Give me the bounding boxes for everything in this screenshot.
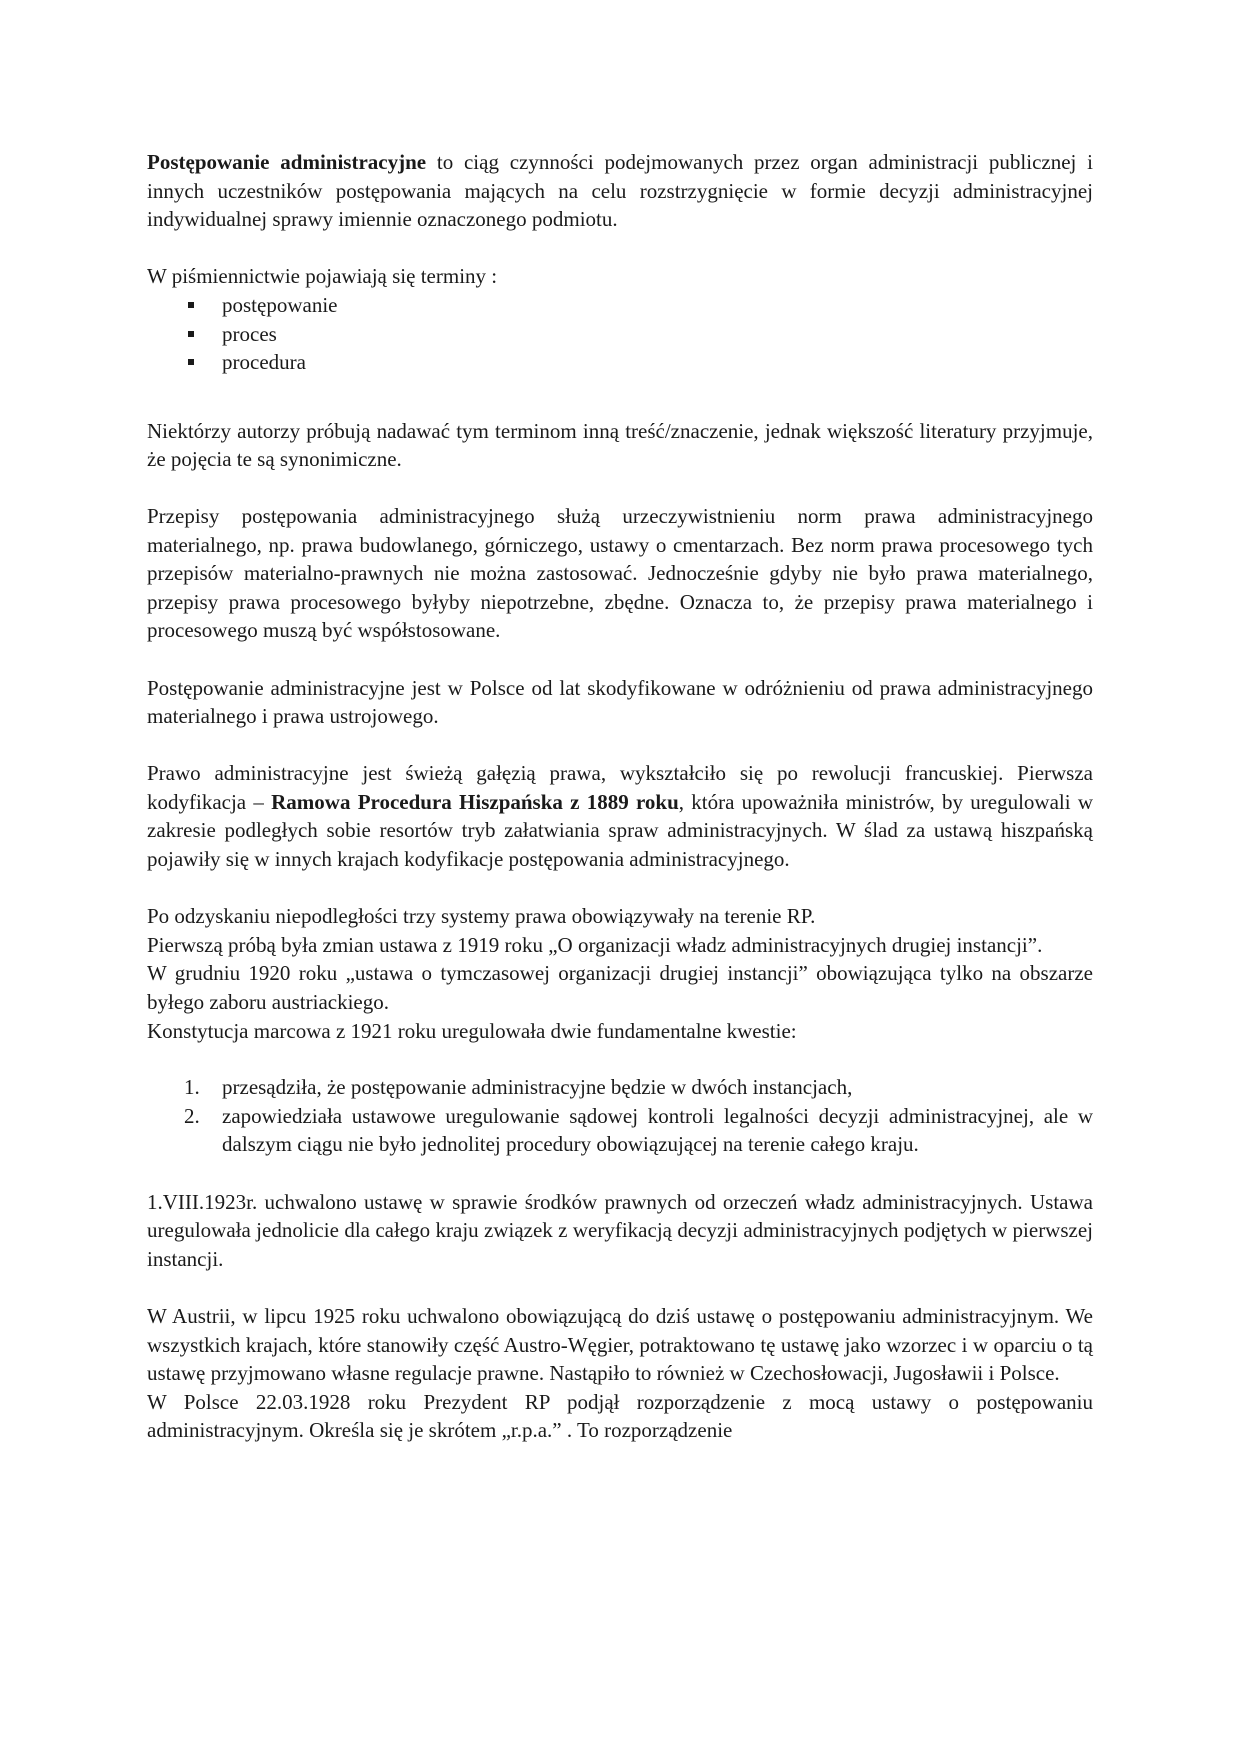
square-bullet-icon — [188, 302, 194, 308]
square-bullet-icon — [188, 359, 194, 365]
paragraph-definition — [147, 148, 1093, 234]
history-bold: Ramowa Procedura Hiszpańska z 1889 roku — [271, 789, 679, 814]
list-number: 2. — [184, 1103, 200, 1128]
list-item-text: procedura — [222, 350, 306, 375]
paragraph-regulations: Przepisy postępowania administracyjnego służą urzeczywistnieniu norm prawa administracyjnego materialnego, np. prawa budowlanego, górniczego, ustawy o cmentarzach. Bez norm prawa procesowego tych przepisów materialno-prawnych nie można zastosować. Jednocześnie gdyby nie było prawa materialnego, przepisy prawa procesowego byłyby niepotrzebne, zbędne. Oznacza to, że przepisy prawa materialnego i procesowego muszą być współstosowane. — [147, 503, 1093, 643]
list-number: 1. — [184, 1075, 200, 1100]
paragraph-constitution: Konstytucja marcowa z 1921 roku uregulowała dwie fundamentalne kwestie: — [147, 1018, 797, 1043]
list-item — [147, 348, 1093, 377]
list-item-text: proces — [222, 321, 277, 346]
document-page — [147, 148, 1093, 1445]
list-item — [147, 1073, 1093, 1102]
terms-list — [147, 291, 1093, 377]
paragraph-codification: Postępowanie administracyjne jest w Polsce od lat skodyfikowane w odróżnieniu od prawa administracyjnego materialnego i prawa ustrojowego. — [147, 675, 1093, 729]
term-bold: Postępowanie administracyjne — [147, 150, 427, 174]
history-text-after: , która upoważniła ministrów, by uregulowali w zakresie podległych sobie resortów tryb załatwiania spraw administracyjnych. W ślad za ustawą hiszpańską pojawiły się w innych krajach kodyfikacje postępowania administracyjnego. — [147, 789, 1093, 872]
paragraph-first-attempt: Pierwszą próbą była zmian ustawa z 1919 roku „O organizacji władz administracyjnych drugiej instancji”. — [147, 932, 1043, 957]
definition-text: to ciąg czynności podejmowanych przez organ administracji publicznej i innych uczestników postępowania mających na celu rozstrzygnięcie w formie decyzji administracyjnej indywidualnej sprawy imiennie oznaczonego podmiotu. — [147, 150, 1093, 232]
paragraph-austria: W Austrii, w lipcu 1925 roku uchwalono obowiązującą do dziś ustawę o postępowaniu administracyjnym. We wszystkich krajach, które stanowiły część Austro-Węgier, potraktowano tę ustawę jako wzorzec i w oparciu o tą ustawę przyjmowano własne regulacje prawne. Nastąpiło to również w Czechosłowacji, Jugosławii i Polsce. — [147, 1303, 1093, 1386]
square-bullet-icon — [188, 331, 194, 337]
list-item-text: postępowanie — [222, 292, 338, 317]
paragraph-independence: Po odzyskaniu niepodległości trzy systemy prawa obowiązywały na terenie RP. — [147, 904, 816, 929]
paragraph-1923: 1.VIII.1923r. uchwalono ustawę w sprawie środków prawnych od orzeczeń władz administracyjnych. Ustawa uregulowała jednolicie dla całego kraju związek z weryfikacją decyzji administracyjnych podjętych w pierwszej instancji. — [147, 1189, 1093, 1271]
paragraph-synonyms: Niektórzy autorzy próbują nadawać tym terminom inną treść/znaczenie, jednak większość literatury przyjmuje, że pojęcia te są synonimiczne. — [147, 418, 1093, 472]
list-item — [147, 320, 1093, 349]
paragraph-history — [147, 759, 1093, 873]
constitution-points-list — [147, 1073, 1093, 1159]
list-item — [147, 1102, 1093, 1159]
list-item-text: przesądziła, że postępowanie administracyjne będzie w dwóch instancjach, — [222, 1075, 853, 1100]
list-item-text: zapowiedziała ustawowe uregulowanie sądowej kontroli legalności decyzji administracyjnej, ale w dalszym ciągu nie było jednolitej procedury obowiązującej na terenie całego kraju. — [222, 1103, 1093, 1157]
paragraph-terms-intro: W piśmiennictwie pojawiają się terminy : — [147, 264, 498, 289]
history-text-before: Prawo administracyjne jest świeżą gałęzią prawa, wykształciło się po rewolucji francuskiej. Pierwsza kodyfikacja – — [147, 761, 1093, 814]
paragraph-december-1920: W grudniu 1920 roku „ustawa o tymczasowej organizacji drugiej instancji” obowiązująca tylko na obszarze byłego zaboru austriackiego. — [147, 961, 1093, 1015]
paragraph-poland-1928: W Polsce 22.03.1928 roku Prezydent RP podjął rozporządzenie z mocą ustawy o postępowaniu administracyjnym. Określa się je skrótem „r.p.a.” . To rozporządzenie — [147, 1389, 1093, 1443]
list-item — [147, 291, 1093, 320]
